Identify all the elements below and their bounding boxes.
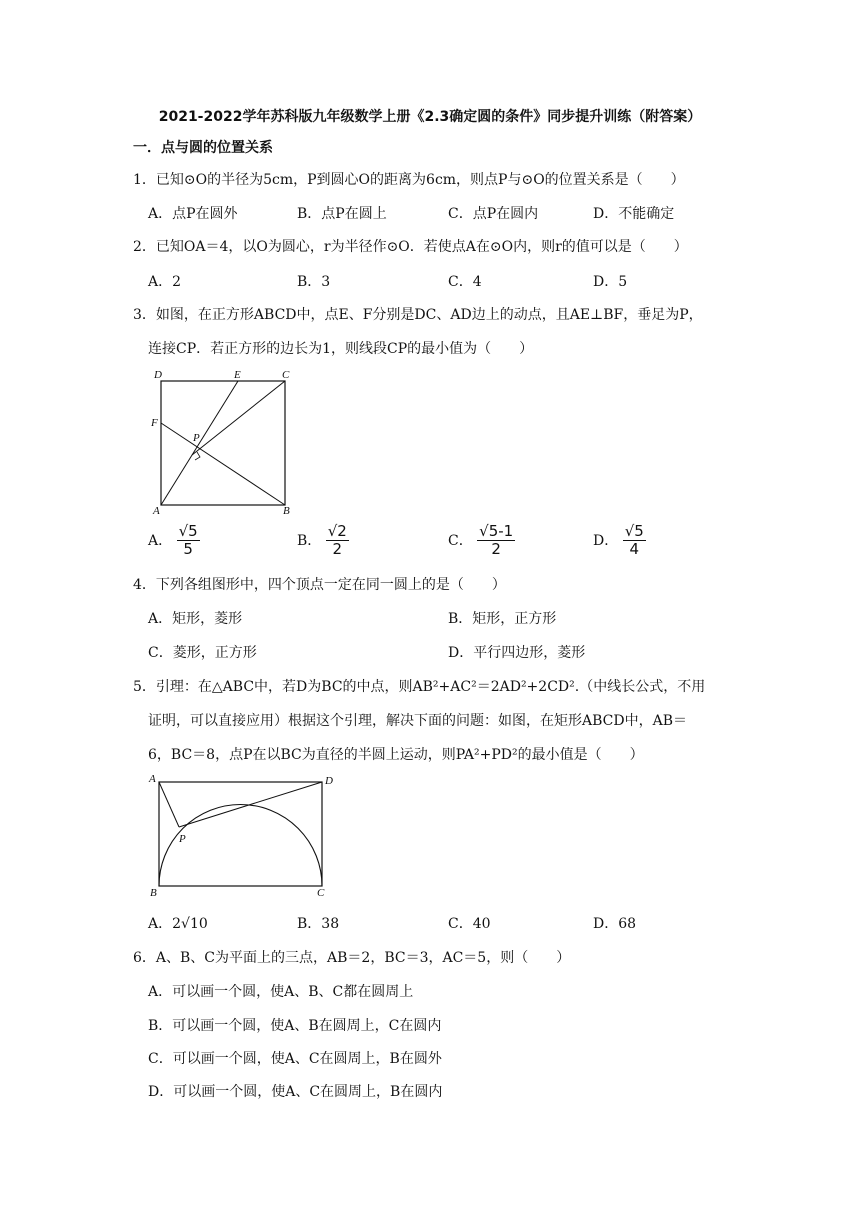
q1-option-a[interactable]: A．点P在圆外: [148, 206, 238, 222]
square-abcd: [161, 381, 285, 505]
q3-option-d-label: D．: [593, 533, 619, 549]
q6-option-b[interactable]: B．可以画一个圆，使A、B在圆周上，C在圆内: [148, 1018, 442, 1034]
segment-pd: [179, 782, 322, 827]
question-6-stem: 6．A、B、C为平面上的三点，AB＝2，BC＝3，AC＝5，则（ ）: [133, 950, 571, 966]
question-1-stem: 1．已知⊙O的半径为5cm，P到圆心O的距离为6cm，则点P与⊙O的位置关系是（ ）: [133, 172, 685, 188]
q4-option-b[interactable]: B．矩形，正方形: [448, 611, 557, 627]
label-f: F: [151, 417, 158, 429]
question-2-stem: 2．已知OA＝4，以O为圆心，r为半径作⊙O．若使点A在⊙O内，则r的值可以是（ ）: [133, 239, 688, 255]
semicircle-bc: [159, 805, 322, 887]
question-3-stem-line1: 3．如图，在正方形ABCD中，点E、F分别是DC、AD边上的动点，且AE⊥BF，垂足为P，: [133, 307, 703, 323]
q4-option-a[interactable]: A．矩形，菱形: [148, 611, 243, 627]
question-3-stem-line2: 连接CP．若正方形的边长为1，则线段CP的最小值为（ ）: [148, 341, 534, 357]
q1-option-c[interactable]: C．点P在圆内: [448, 206, 539, 222]
q5-option-b[interactable]: B．38: [297, 916, 340, 932]
label-d: D: [154, 369, 162, 381]
q4-option-c[interactable]: C．菱形，正方形: [148, 645, 257, 661]
q3-option-b-fraction: $\frac{√2}{2}$: [327, 522, 347, 558]
label-e: E: [234, 369, 241, 381]
segment-bf: [161, 423, 285, 505]
label-b: B: [150, 887, 157, 899]
q6-option-d[interactable]: D．可以画一个圆，使A、C在圆周上，B在圆内: [148, 1084, 443, 1100]
label-p: P: [179, 833, 186, 845]
question-5-stem-line3: 6，BC＝8，点P在以BC为直径的半圆上运动，则PA²+PD²的最小值是（ ）: [148, 747, 644, 763]
q4-option-d[interactable]: D．平行四边形，菱形: [448, 645, 586, 661]
question-4-stem: 4．下列各组图形中，四个顶点一定在同一圆上的是（ ）: [133, 577, 506, 593]
q1-option-d[interactable]: D．不能确定: [593, 206, 675, 222]
q6-option-c[interactable]: C．可以画一个圆，使A、C在圆周上，B在圆外: [148, 1051, 442, 1067]
label-a: A: [153, 505, 160, 517]
q1-option-b[interactable]: B．点P在圆上: [297, 206, 387, 222]
label-c: C: [282, 369, 290, 381]
right-angle-mark: [195, 452, 200, 460]
square-abcd-figure: [145, 366, 305, 520]
q3-option-c-label: C．: [448, 533, 473, 549]
label-d: D: [325, 775, 333, 787]
q3-option-a-label: A．: [148, 533, 173, 549]
label-p: P: [193, 432, 200, 444]
q2-option-c[interactable]: C．4: [448, 274, 482, 290]
rectangle-semicircle-figure: [145, 768, 340, 900]
question-5-stem-line1: 5．引理：在△ABC中，若D为BC的中点，则AB²+AC²＝2AD²+2CD².（中线长公式，不用: [133, 679, 706, 695]
q3-option-a[interactable]: [148, 523, 200, 557]
label-b: B: [283, 505, 290, 517]
label-a: A: [149, 773, 156, 785]
q5-option-d[interactable]: D．68: [593, 916, 637, 932]
q5-option-c[interactable]: C．40: [448, 916, 491, 932]
page-title: 2021-2022学年苏科版九年级数学上册《2.3确定圆的条件》同步提升训练（附答案）: [158, 109, 702, 125]
q3-option-c-fraction: $\frac{√5-1}{2}$: [479, 522, 514, 558]
question-5-stem-line2: 证明，可以直接应用）根据这个引理，解决下面的问题：如图，在矩形ABCD中，AB＝: [148, 713, 687, 729]
q3-option-b[interactable]: [297, 523, 349, 557]
q5-option-a[interactable]: A．2√10: [148, 916, 208, 932]
q3-option-c[interactable]: [448, 523, 515, 557]
q6-option-a[interactable]: A．可以画一个圆，使A、B、C都在圆周上: [148, 984, 414, 1000]
q2-option-a[interactable]: A．2: [148, 274, 182, 290]
q3-option-d[interactable]: [593, 523, 646, 557]
label-c: C: [317, 887, 325, 899]
segment-cp: [192, 381, 285, 455]
q2-option-b[interactable]: B．3: [297, 274, 331, 290]
q2-option-d[interactable]: D．5: [593, 274, 628, 290]
q3-option-d-fraction: $\frac{√5}{4}$: [624, 522, 644, 558]
segment-pa: [159, 782, 179, 827]
q3-option-a-fraction: $\frac{√5}{5}$: [178, 522, 198, 558]
section-heading: 一．点与圆的位置关系: [133, 140, 273, 156]
q3-option-b-label: B．: [297, 533, 322, 549]
